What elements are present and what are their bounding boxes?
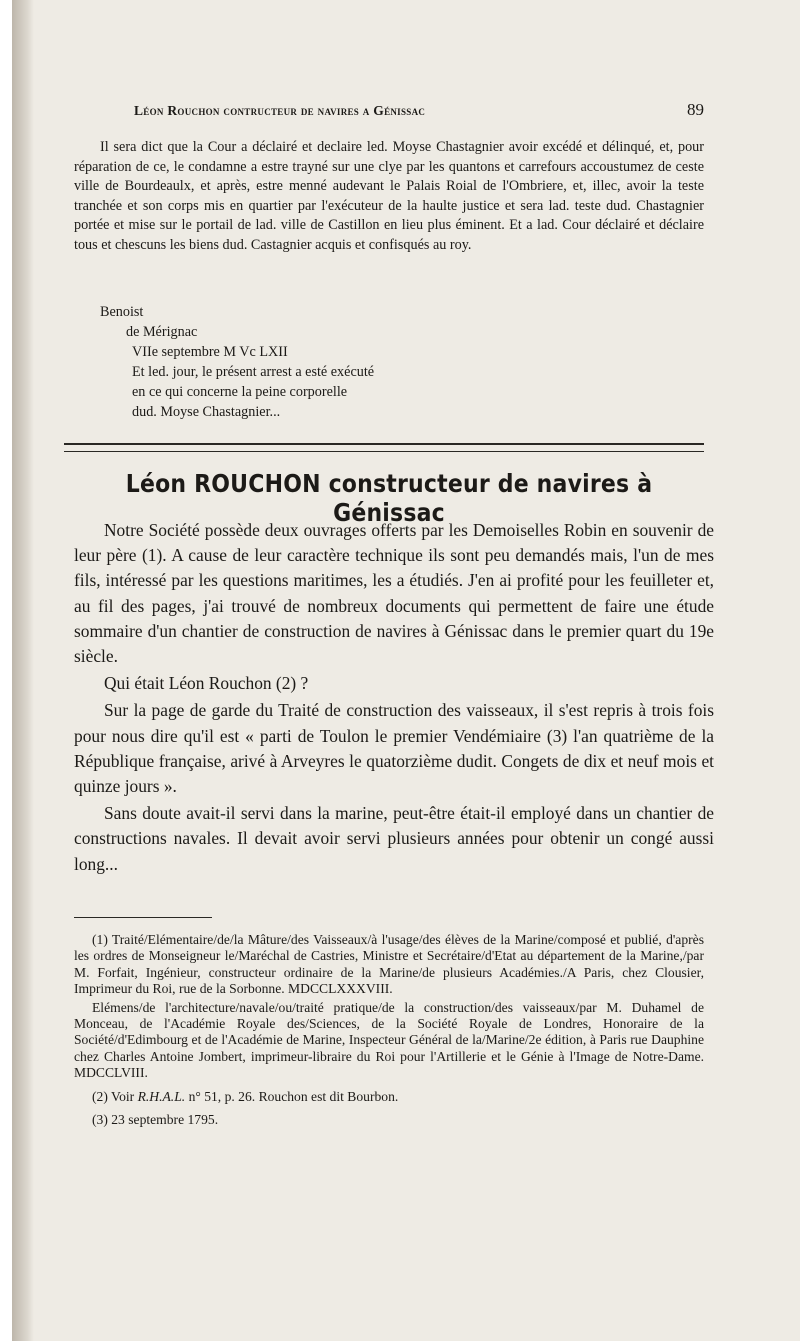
signature-line: en ce qui concerne la peine corporelle (132, 384, 348, 400)
signature-line: VIIe septembre M Vc LXII (132, 344, 288, 360)
signature-line: de Mérignac (126, 324, 198, 340)
arrest-signature (100, 302, 374, 422)
running-title: Léon Rouchon contructeur de navires a Génissac (134, 103, 426, 118)
footnote-2-rest: n° 51, p. 26. Rouchon est dit Bourbon. (188, 1088, 399, 1104)
page-spine-shadow (12, 0, 34, 1341)
article-body (74, 518, 714, 877)
arrest-paragraph: Il sera dict que la Cour a déclairé et declaire led. Moyse Chastagnier avoir excédé et délinqué, et, pour réparation de ce, le condamne a estre trayné sur une clye par les quantons et carrefours accoustumez de ceste ville de Bourdeaulx, et après, estre menné audevant le Palais Roial de l'Ombriere, et, illec, avoir la teste tranchée et son corps mis en quartier par l'exécuteur de la haulte justice et sera lad. teste dud. Chastagnier portée et mise sur le portail de lad. ville de Castillon en lieu plus éminent. Et a lad. Cour déclairé et déclaire tous et chescuns les biens dud. Castagnier acquis et confisqués au roy. (74, 139, 704, 253)
footnote-1-continued: Elémens/de l'architecture/navale/ou/traité pratique/de la construction/des vaisseaux/par M. Duhamel de Monceau, de l'Académie Royale des/Sciences, de la Société Royale de Londres, Honoraire de la Société/d'Edimbourg et de l'Académie de Marine, Inspecteur Général de la/Marine/2e édition, à Paris rue Dauphine chez Charles Antoine Jombert, imprimeur-libraire du Roi pour l'Artillerie et le Génie à l'Image de Notre-Dame. MDCCLVIII. (74, 999, 704, 1081)
footnotes (74, 932, 704, 1128)
article-paragraph: Qui était Léon Rouchon (2) ? (104, 673, 309, 694)
book-page (12, 0, 800, 1341)
signature-line: dud. Moyse Chastagnier... (132, 404, 281, 420)
footnote-3: (3) 23 septembre 1795. (92, 1112, 219, 1128)
article-paragraph: Notre Société possède deux ouvrages offerts par les Demoiselles Robin en souvenir de leur père (1). A cause de leur caractère technique ils sont peu demandés mais, l'un de mes fils, intéressé par les questions maritimes, les a étudiés. J'en ai profité pour les feuilleter et, au fil des pages, j'ai trouvé de nombreux documents qui permettent de faire une étude sommaire d'un chantier de construction de navires à Génissac dans le premier quart du 19e siècle. (74, 520, 714, 667)
article-paragraph: Sur la page de garde du Traité de construction des vaisseaux, il s'est repris à trois fois pour nous dire qu'il est « parti de Toulon le premier Vendémiaire (3) l'an quatrième de la République française, arivé à Arveyres le quatorzième dudit. Congets de dix et neuf mois et quinze jours ». (74, 700, 714, 797)
footnote-1: (1) Traité/Elémentaire/de/la Mâture/des Vaisseaux/à l'usage/des élèves de la Marine/composé et publié, d'après les ordres de Monseigneur le/Maréchal de Castries, Ministre et Secrétaire/d'Etat au département de la Marine,/par M. Forfait, Ingénieur, constructeur ordinaire de la Marine/de plusieurs Académies./A Paris, chez Clousier, Imprimeur du Roi, rue de la Sorbonne. MDCCLXXXVIII. (74, 932, 704, 997)
running-header (74, 100, 704, 120)
section-divider (64, 443, 704, 452)
footnote-2-journal: R.H.A.L. (137, 1088, 186, 1104)
article-paragraph: Sans doute avait-il servi dans la marine, peut-être était-il employé dans un chantier de constructions navales. Il devait avoir servi plusieurs années pour obtenir un congé aussi long... (74, 803, 714, 874)
footnote-2-prefix: (2) Voir (92, 1088, 135, 1104)
article-title: Léon ROUCHON constructeur de navires à Génissac (125, 470, 653, 528)
footnote-2 (74, 1089, 704, 1105)
signature-line: Benoist (100, 304, 144, 320)
footnote-rule (74, 917, 212, 918)
quoted-arrest (74, 138, 704, 256)
signature-line: Et led. jour, le présent arrest a esté exécuté (132, 364, 375, 380)
page-number: 89 (687, 100, 704, 119)
